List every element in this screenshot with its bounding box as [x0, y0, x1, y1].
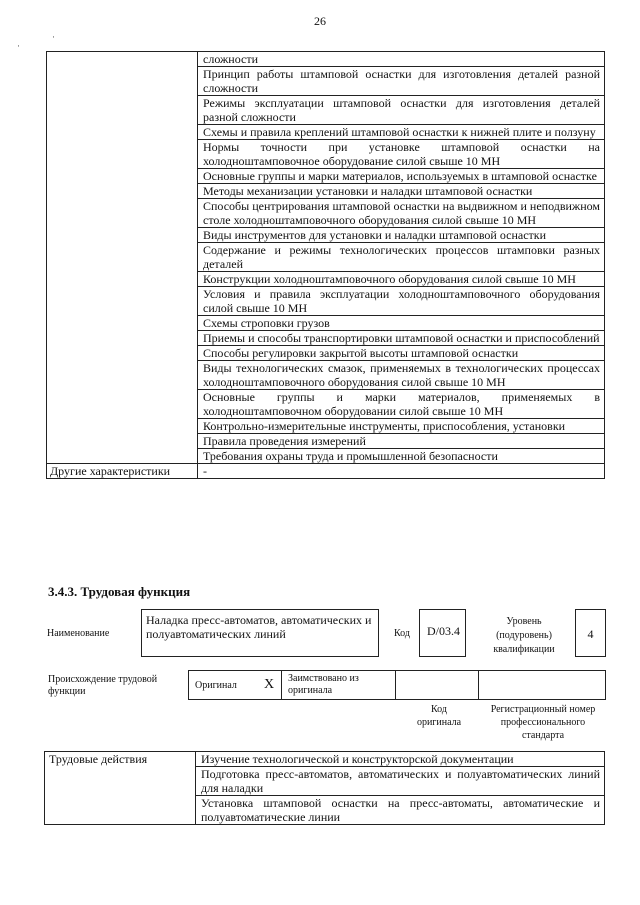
- knowledge-item: Правила проведения измерений: [198, 434, 605, 449]
- knowledge-table-body: [47, 52, 605, 479]
- level-label: Уровень (подуровень) квалификации: [493, 616, 555, 655]
- scan-speck: ·: [17, 41, 20, 51]
- page-number: 26: [314, 14, 326, 28]
- original-label: Оригинал: [195, 680, 237, 691]
- actions-label: Трудовые действия: [45, 752, 196, 825]
- knowledge-item: Виды технологических смазок, применяемых в технологических процессах холодноштамповочного оборудования силой свыше 10 МН: [198, 361, 605, 390]
- knowledge-item: Режимы эксплуатации штамповой оснастки для изготовления деталей разной сложности: [198, 96, 605, 125]
- level-box: [575, 609, 606, 657]
- knowledge-item: Способы центрирования штамповой оснастки на выдвижном и неподвижном столе холодноштамповочного оборудования силой свыше 10 МН: [198, 199, 605, 228]
- knowledge-label-cell: [47, 52, 198, 464]
- knowledge-row: [47, 52, 605, 67]
- knowledge-item: Контрольно-измерительные инструменты, приспособления, установки: [198, 419, 605, 434]
- knowledge-item: Методы механизации установки и наладки штамповой оснастки: [198, 184, 605, 199]
- knowledge-item: Приемы и способы транспортировки штамповой оснастки и приспособлений: [198, 331, 605, 346]
- original-code-cell: [395, 670, 479, 700]
- function-code-box: [419, 609, 466, 657]
- function-code-value: D/03.4: [427, 624, 460, 638]
- original-mark: X: [264, 677, 275, 692]
- action-row: [45, 752, 605, 767]
- scan-speck: ·: [52, 32, 55, 42]
- section-heading: 3.4.3. Трудовая функция: [48, 584, 191, 599]
- action-item: Подготовка пресс-автоматов, автоматических и полуавтоматических линий для наладки: [196, 767, 605, 796]
- knowledge-item: Виды инструментов для установки и наладки штамповой оснастки: [198, 228, 605, 243]
- knowledge-item: Схемы и правила креплений штамповой оснастки к нижней плите и ползуну: [198, 125, 605, 140]
- reg-number-caption: Регистрационный номер профессионального стандарта: [490, 704, 596, 741]
- knowledge-item: Основные группы и марки материалов, используемых в штамповой оснастке: [198, 169, 605, 184]
- actions-table: [44, 751, 605, 825]
- knowledge-item: Нормы точности при установке штамповой оснастки на холодноштамповочное оборудование силой свыше 10 МН: [198, 140, 605, 169]
- knowledge-item: Основные группы и марки материалов, применяемых в холодноштамповочном оборудовании силой свыше 10 МН: [198, 390, 605, 419]
- name-label: Наименование: [47, 628, 110, 639]
- knowledge-item: сложности: [198, 52, 605, 67]
- actions-table-body: [45, 752, 605, 825]
- knowledge-item: Требования охраны труда и промышленной безопасности: [198, 449, 605, 464]
- knowledge-item: Принцип работы штамповой оснастки для изготовления деталей разной сложности: [198, 67, 605, 96]
- original-code-caption: Код оригинала: [416, 704, 462, 728]
- action-item: Изучение технологической и конструкторской документации: [196, 752, 605, 767]
- knowledge-item: Условия и правила эксплуатации холодноштамповочного оборудования силой свыше 10 МН: [198, 287, 605, 316]
- knowledge-item: Конструкции холодноштамповочного оборудования силой свыше 10 МН: [198, 272, 605, 287]
- other-characteristics-label: Другие характеристики: [47, 464, 198, 479]
- borrowed-label: Заимствовано из оригинала: [288, 673, 359, 696]
- function-name-box: [141, 609, 379, 657]
- code-label: Код: [394, 628, 410, 639]
- reg-number-cell: [478, 670, 606, 700]
- knowledge-item: Схемы строповки грузов: [198, 316, 605, 331]
- knowledge-item: Содержание и режимы технологических процессов штамповки разных деталей: [198, 243, 605, 272]
- knowledge-table: [46, 51, 605, 479]
- other-characteristics-value: -: [198, 464, 605, 479]
- other-characteristics-row: [47, 464, 605, 479]
- function-name-value: Наладка пресс-автоматов, автоматических и полуавтоматических линий: [146, 613, 372, 641]
- action-item: Установка штамповой оснастки на пресс-автоматы, автоматические и полуавтоматические линии: [196, 796, 605, 825]
- origin-label: Происхождение трудовой функции: [48, 674, 158, 697]
- level-value: 4: [587, 627, 594, 641]
- knowledge-item: Способы регулировки закрытой высоты штамповой оснастки: [198, 346, 605, 361]
